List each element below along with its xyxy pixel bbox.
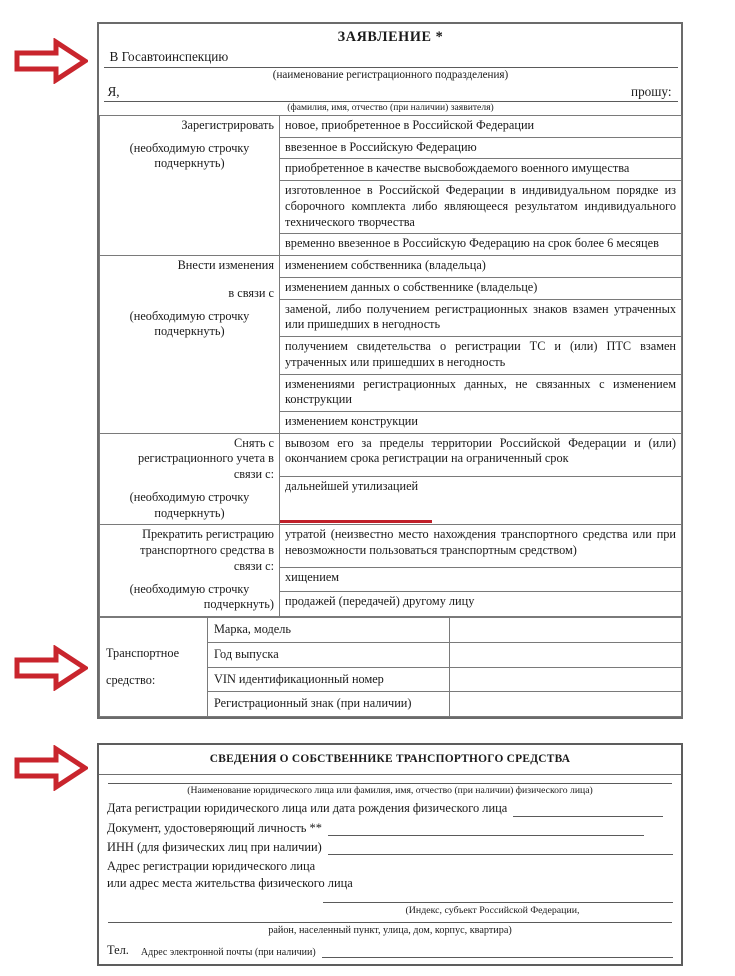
owner-tel-label: Тел.	[107, 943, 129, 958]
right-arrow-icon	[14, 645, 88, 691]
vehicle-field-value[interactable]	[450, 642, 682, 667]
terminate-hint-2: подчеркнуть)	[203, 597, 274, 612]
vehicle-label-1: Транспортное	[106, 645, 180, 660]
owner-address-input[interactable]	[323, 891, 673, 903]
deregister-option-highlighted[interactable]	[280, 477, 682, 525]
register-label: Зарегистрировать	[181, 117, 274, 132]
register-option[interactable]: временно ввезенное в Российскую Федерацию на срок более 6 месяцев	[280, 234, 682, 256]
owner-details-block	[97, 743, 683, 966]
owner-name-input[interactable]	[108, 775, 672, 784]
terminate-option[interactable]: утратой (неизвестно место нахождения транспортного средства или при невозможности пользоваться транспортным средством)	[280, 525, 682, 567]
terminate-label-cell	[100, 525, 280, 617]
deregister-label-1: Снять с	[234, 435, 274, 450]
owner-contact-row	[107, 943, 673, 958]
deregister-hint-1: (необходимую строчку	[129, 489, 250, 504]
deregister-option[interactable]: вывозом его за пределы территории Российской Федерации и (или) окончанием срока регистрации на ограниченный срок	[280, 433, 682, 477]
vehicle-label-cell	[100, 618, 208, 717]
owner-address-caption-2: район, населенный пункт, улица, дом, корпус, квартира)	[268, 925, 512, 937]
vehicle-field-label: Год выпуска	[208, 642, 450, 667]
right-arrow-icon	[14, 745, 88, 791]
owner-section-title: СВЕДЕНИЯ О СОБСТВЕННИКЕ ТРАНСПОРТНОГО СРЕДСТВА	[99, 745, 681, 775]
owner-inn-input[interactable]	[328, 842, 673, 855]
terminate-label-3: связи с:	[233, 558, 274, 573]
vehicle-field-value[interactable]	[450, 667, 682, 692]
vehicle-row	[100, 618, 682, 643]
terminate-row-1	[100, 525, 682, 567]
application-form-table	[97, 22, 683, 719]
deregister-hint-2: подчеркнуть)	[154, 505, 225, 520]
owner-reg-date-input[interactable]	[513, 804, 663, 817]
form-header-cell	[100, 24, 682, 115]
annotation-arrow-header	[14, 38, 88, 84]
amend-option[interactable]: получением свидетельства о регистрации ТС и (или) ПТС взамен утраченных или пришедших в негодность	[280, 337, 682, 374]
terminate-hint-1: (необходимую строчку	[129, 581, 250, 596]
red-underline-marker	[280, 520, 432, 523]
terminate-label-2: транспортного средства в	[140, 543, 274, 558]
amend-hint-1: (необходимую строчку	[129, 308, 250, 323]
page-title: ЗАЯВЛЕНИЕ *	[337, 29, 444, 45]
owner-id-doc-row	[107, 820, 673, 836]
register-hint-2: подчеркнуть)	[154, 156, 225, 171]
right-arrow-icon	[14, 38, 88, 84]
owner-address-label-2: или адрес места жительства физического лица	[107, 875, 353, 890]
form-header-row	[100, 24, 682, 115]
amend-option[interactable]: изменением данных о собственнике (владельце)	[280, 277, 682, 299]
vehicle-field-value[interactable]	[450, 618, 682, 643]
owner-address-caption-1: (Индекс, субъект Российской Федерации,	[405, 905, 580, 917]
addressee-caption: (наименование регистрационного подразделения)	[272, 68, 509, 81]
deregister-label-3: связи с:	[233, 467, 274, 482]
owner-name-caption: (Наименование юридического лица или фамилия, имя, отчество (при наличии) физического лица)	[187, 785, 593, 796]
applicant-line[interactable]	[104, 84, 678, 103]
amend-label-2: в связи с	[228, 285, 274, 300]
vehicle-field-value[interactable]	[450, 692, 682, 717]
register-option[interactable]: приобретенное в качестве высвобождаемого военного имущества	[280, 159, 682, 181]
addressee-line[interactable]: В Госавтоинспекцию	[104, 49, 678, 68]
amend-option[interactable]: изменением собственника (владельца)	[280, 256, 682, 278]
owner-email-label: Адрес электронной почты (при наличии)	[140, 947, 316, 959]
owner-id-doc-input[interactable]	[328, 823, 644, 836]
register-option[interactable]: ввезенное в Российскую Федерацию	[280, 137, 682, 159]
amend-option[interactable]: изменениями регистрационных данных, не связанных с изменением конструкции	[280, 374, 682, 411]
terminate-option[interactable]: хищением	[280, 567, 682, 592]
terminate-label-1: Прекратить регистрацию	[142, 527, 274, 542]
amend-hint-2: подчеркнуть)	[154, 324, 225, 339]
applicant-caption: (фамилия, имя, отчество (при наличии) заявителя)	[287, 102, 494, 114]
owner-reg-date-row	[107, 800, 673, 816]
owner-id-doc-label: Документ, удостоверяющий личность **	[107, 820, 322, 835]
register-hint-1: (необходимую строчку	[129, 140, 250, 155]
owner-inn-label: ИНН (для физических лиц при наличии)	[107, 839, 322, 854]
annotation-arrow-owner	[14, 745, 88, 791]
vehicle-field-label: VIN идентификационный номер	[208, 667, 450, 692]
amend-row-1	[100, 256, 682, 278]
register-option[interactable]: новое, приобретенное в Российской Федерации	[280, 115, 682, 137]
deregister-label-cell	[100, 433, 280, 525]
owner-inn-row	[107, 839, 673, 855]
deregister-option-text: дальнейшей утилизацией	[285, 479, 419, 494]
owner-section-body	[99, 775, 681, 964]
annotation-arrow-vehicle	[14, 645, 88, 691]
amend-option[interactable]: изменением конструкции	[280, 412, 682, 434]
amend-label-1: Внести изменения	[177, 258, 274, 273]
owner-reg-date-label: Дата регистрации юридического лица или дата рождения физического лица	[107, 801, 508, 816]
vehicle-label-2: средство:	[106, 672, 156, 687]
register-row-1	[100, 115, 682, 137]
vehicle-field-label: Регистрационный знак (при наличии)	[208, 692, 450, 717]
register-option[interactable]: изготовленное в Российской Федерации в индивидуальном порядке из сборочного комплекта либо являющееся результатом индивидуального технического творчества	[280, 181, 682, 234]
register-label-cell	[100, 115, 280, 255]
amend-option[interactable]: заменой, либо получением регистрационных знаков взамен утраченных или пришедших в негодность	[280, 299, 682, 336]
form-table	[99, 24, 682, 617]
deregister-row-1	[100, 433, 682, 477]
vehicle-field-label: Марка, модель	[208, 618, 450, 643]
deregister-label-2: регистрационного учета в	[137, 451, 274, 466]
vehicle-table	[99, 617, 682, 717]
applicant-prefix: Я,	[107, 83, 120, 99]
amend-label-cell	[100, 256, 280, 434]
owner-email-input[interactable]	[322, 945, 673, 958]
terminate-option[interactable]: продажей (передачей) другому лицу	[280, 592, 682, 617]
owner-address-label-1: Адрес регистрации юридического лица	[107, 859, 316, 874]
applicant-suffix: прошу:	[631, 83, 672, 99]
